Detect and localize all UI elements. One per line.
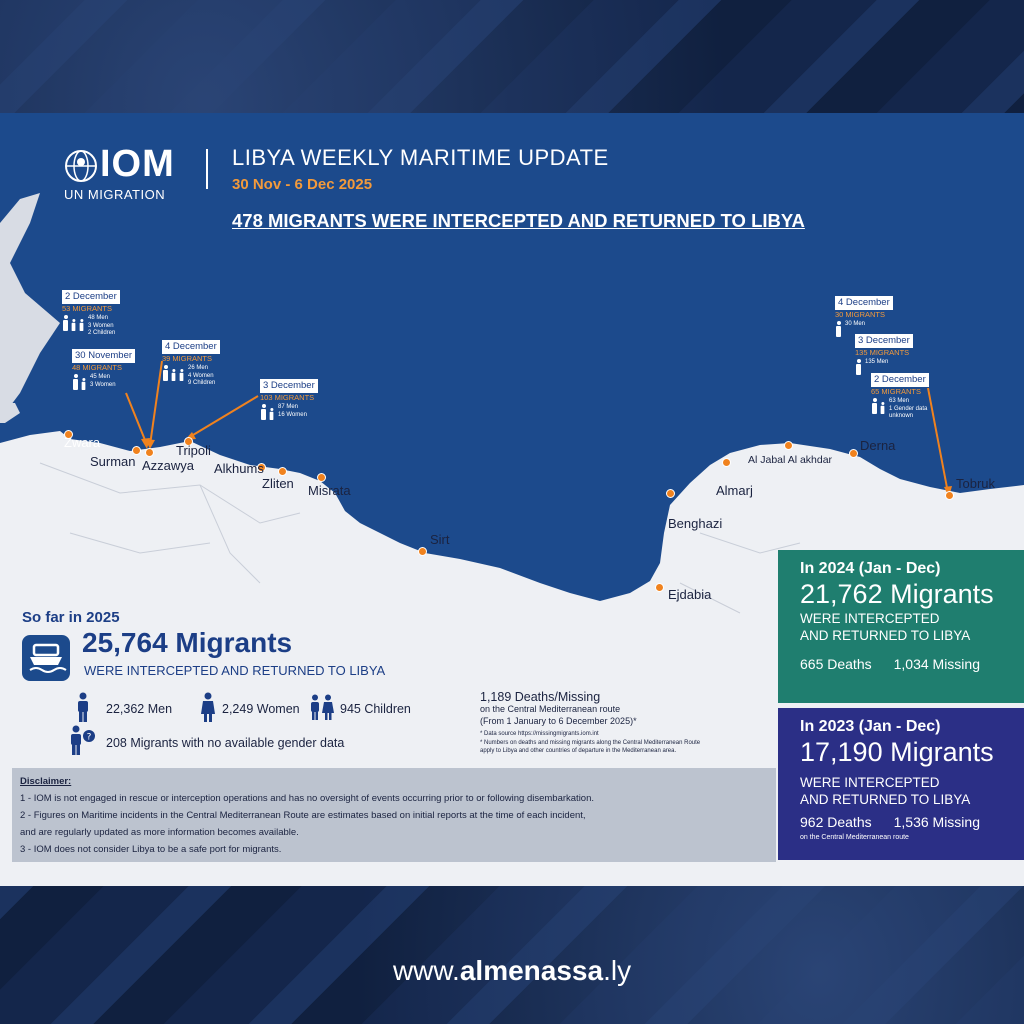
city-label-zwara: Zwara <box>64 435 101 450</box>
callout-line: 9 Children <box>188 380 216 387</box>
callout-30-november <box>72 349 135 390</box>
so-far-number: 25,764 Migrants <box>82 627 293 658</box>
page-title: LIBYA WEEKLY MARITIME UPDATE <box>232 145 609 170</box>
callout-date: 2 December <box>62 290 120 304</box>
callout-count: 53 MIGRANTS <box>62 303 113 313</box>
box-2023-missing: 1,536 Missing <box>893 814 980 830</box>
so-far-2025-panel <box>22 609 386 678</box>
city-label-azzawya: Azzawya <box>142 458 195 473</box>
logo-text: IOM <box>100 143 175 185</box>
city-dot-tobruk <box>945 491 954 500</box>
city-dot-sirt <box>418 547 427 556</box>
box-2024-sub: AND RETURNED TO LIBYA <box>800 628 971 643</box>
woman-icon <box>200 692 216 722</box>
callout-4-december-west <box>162 340 220 388</box>
header-divider <box>206 149 208 189</box>
callout-line: 45 Men <box>90 374 111 381</box>
deaths-note: * Numbers on deaths and missing migrants along the Central Mediterranean Route <box>480 739 701 746</box>
deaths-missing-panel <box>480 690 700 756</box>
so-far-subtitle: WERE INTERCEPTED AND RETURNED TO LIBYA <box>84 663 386 678</box>
deaths-title: 1,189 Deaths/Missing <box>480 690 601 704</box>
people-icon <box>260 404 275 420</box>
disclaimer-line: 3 - IOM does not consider Libya to be a safe port for migrants. <box>20 844 282 855</box>
box-2023-number: 17,190 Migrants <box>800 737 994 767</box>
city-label-misrata: Misrata <box>308 483 351 498</box>
boat-icon <box>22 635 70 681</box>
callout-date: 2 December <box>871 373 929 387</box>
callout-date: 3 December <box>260 379 318 393</box>
city-dot-al-jabal-al-akhdar <box>784 441 793 450</box>
people-icon <box>62 315 85 331</box>
box-2023-footnote: on the Central Mediterranean route <box>800 834 909 841</box>
callout-line: 3 Women <box>90 381 116 388</box>
date-range: 30 Nov - 6 Dec 2025 <box>232 176 373 193</box>
deaths-note: * Data source https://missingmigrants.iom.int <box>480 731 599 738</box>
city-dot-azzawya <box>145 448 154 457</box>
disclaimer-box <box>12 768 776 862</box>
callout-line: 16 Women <box>278 411 307 418</box>
infographic <box>0 113 1024 886</box>
stats-2024-box <box>778 550 1024 703</box>
children-count: 945 Children <box>340 702 411 716</box>
island <box>0 403 20 423</box>
headline: 478 MIGRANTS WERE INTERCEPTED AND RETURNED TO LIBYA <box>232 210 805 231</box>
callout-2-december-west <box>62 290 120 338</box>
callout-count: 39 MIGRANTS <box>162 353 213 363</box>
city-label-al-jabal-al-akhdar: Al Jabal Al akhdar <box>748 454 833 466</box>
svg-text:?: ? <box>86 732 92 743</box>
stats-2023-box <box>778 708 1024 860</box>
callout-line: 63 Men <box>889 398 910 405</box>
city-dot-derna <box>849 449 858 458</box>
city-label-ejdabia: Ejdabia <box>668 587 712 602</box>
city-label-alkhums: Alkhums <box>214 461 264 476</box>
box-2024-heading: In 2024 (Jan - Dec) <box>800 560 941 577</box>
website-prefix: www. <box>392 955 460 986</box>
city-dot-zliten <box>278 467 287 476</box>
iom-globe-icon <box>64 149 98 183</box>
callout-line: 30 Men <box>845 321 866 328</box>
callout-3-december-east <box>855 334 913 375</box>
callout-date: 4 December <box>835 296 893 310</box>
city-label-benghazi: Benghazi <box>668 516 723 531</box>
disclaimer-title: Disclaimer: <box>20 776 72 787</box>
callout-count: 103 MIGRANTS <box>260 392 315 402</box>
people-icon <box>835 321 842 337</box>
logo-subtitle: UN MIGRATION <box>64 187 166 202</box>
city-label-almarj: Almarj <box>716 483 753 498</box>
box-2023-heading: In 2023 (Jan - Dec) <box>800 718 941 735</box>
callout-line: 26 Men <box>188 365 209 372</box>
so-far-label: So far in 2025 <box>22 609 120 626</box>
callout-line: 1 Gender data <box>889 405 928 412</box>
children-icon <box>309 694 335 720</box>
callout-date: 4 December <box>162 340 220 354</box>
city-label-tobruk: Tobruk <box>956 476 996 491</box>
deaths-note: apply to Libya and other countries of departure in the Mediterranean area. <box>480 748 677 755</box>
callout-count: 30 MIGRANTS <box>835 309 886 319</box>
unknown-gender-icon <box>68 724 96 758</box>
callout-4-december-east <box>835 296 893 337</box>
box-2023-sub: AND RETURNED TO LIBYA <box>800 792 971 807</box>
callout-3-december-west <box>260 379 318 420</box>
box-2024-number: 21,762 Migrants <box>800 579 994 609</box>
callout-line: 3 Women <box>88 322 114 329</box>
disclaimer-line: 2 - Figures on Maritime incidents in the Central Mediterranean Route are estimates based on initial reports at the time of each incident, <box>20 810 586 821</box>
people-icon <box>162 365 185 381</box>
europe-coast <box>0 193 60 413</box>
callout-date: 30 November <box>72 349 135 363</box>
women-count: 2,249 Women <box>222 702 300 716</box>
box-2024-deaths: 665 Deaths <box>800 656 872 672</box>
box-2024-missing: 1,034 Missing <box>893 656 980 672</box>
city-label-tripoli: Tripoli <box>176 443 211 458</box>
man-icon <box>76 692 90 722</box>
city-dot-almarj <box>722 458 731 467</box>
box-2023-deaths: 962 Deaths <box>800 814 872 830</box>
people-icon <box>72 374 87 390</box>
unknown-gender-count: 208 Migrants with no available gender data <box>106 736 345 750</box>
callout-count: 135 MIGRANTS <box>855 347 910 357</box>
city-label-derna: Derna <box>860 438 896 453</box>
website-suffix: .ly <box>603 955 632 986</box>
callout-line: unknown <box>889 413 914 420</box>
city-dot-misrata <box>317 473 326 482</box>
city-dot-benghazi <box>666 489 675 498</box>
men-count: 22,362 Men <box>106 702 173 716</box>
city-label-zliten: Zliten <box>262 476 294 491</box>
callout-count: 48 MIGRANTS <box>72 362 123 372</box>
callout-2-december-east <box>871 373 929 421</box>
deaths-period: (From 1 January to 6 December 2025)* <box>480 715 637 726</box>
callout-line: 48 Men <box>88 315 109 322</box>
city-label-sirt: Sirt <box>430 532 450 547</box>
callout-line: 135 Men <box>865 359 889 366</box>
box-2024-sub: WERE INTERCEPTED <box>800 611 940 626</box>
deaths-route: on the Central Mediterranean route <box>480 704 621 714</box>
people-icon <box>871 398 886 414</box>
disclaimer-line: and are regularly updated as more information becomes available. <box>20 827 299 838</box>
callout-line: 87 Men <box>278 404 299 411</box>
callout-line: 4 Women <box>188 372 214 379</box>
callout-count: 65 MIGRANTS <box>871 386 922 396</box>
city-label-surman: Surman <box>90 454 136 469</box>
website-brand: almenassa <box>459 955 604 986</box>
people-icon <box>855 359 862 375</box>
callout-date: 3 December <box>855 334 913 348</box>
box-2023-sub: WERE INTERCEPTED <box>800 775 940 790</box>
disclaimer-line: 1 - IOM is not engaged in rescue or interception operations and has no oversight of events occurring prior to or following disembarkation. <box>20 793 595 804</box>
website-url[interactable] <box>0 955 1024 987</box>
city-dot-ejdabia <box>655 583 664 592</box>
callout-line: 2 Children <box>88 330 116 337</box>
